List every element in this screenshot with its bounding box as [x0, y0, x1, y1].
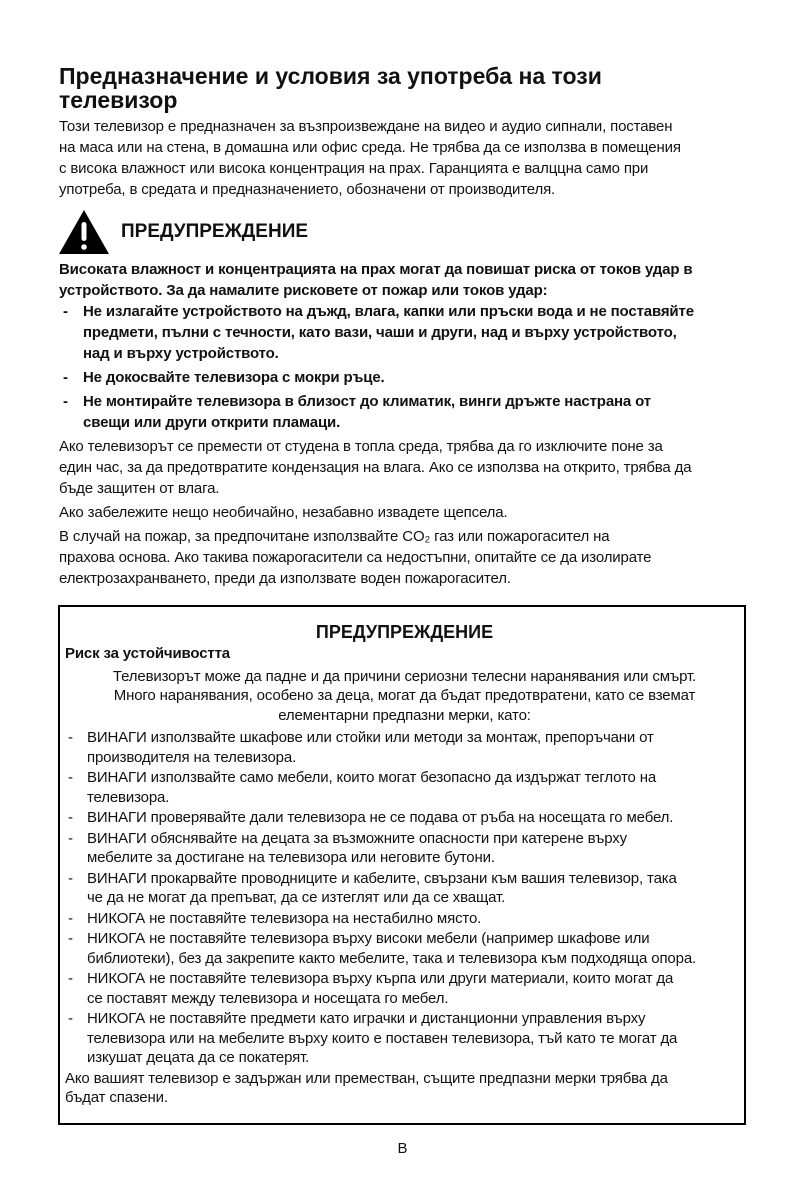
list-item-line: НИКОГА не поставяйте телевизора върху високи мебели (например шкафове или	[87, 930, 650, 947]
list-item-line: производителя на телевизора.	[87, 748, 297, 766]
page-content	[59, 64, 759, 592]
paragraph-line: В случай на пожар, за предпочитане използвайте CO₂ газ или пожарогасител на	[59, 528, 610, 545]
list-item-line: ВИНАГИ обяснявайте на децата за възможните опасности при катерене върху	[87, 829, 627, 847]
warning-intro-line: Високата влажност и концентрацията на прах могат да повишат риска от токов удар в	[59, 261, 693, 278]
warning-bullet-list	[59, 301, 759, 433]
warning-intro	[59, 259, 759, 301]
list-item-line: ВИНАГИ проверявайте дали телевизора не се подава от ръба на носещата го мебел.	[87, 809, 674, 826]
intro-line: на маса или на стена, в домашна или офис среда. Не трябва да се използва в помещения	[59, 139, 681, 156]
list-item-line: Не докосвайте телевизора с мокри ръце.	[83, 369, 385, 386]
page-title-line: Предназначение и условия за употреба на този	[59, 63, 602, 89]
bullet-dash: -	[68, 1010, 73, 1027]
bullet-dash: -	[63, 303, 68, 320]
bullet-dash: -	[68, 909, 73, 927]
box-bullet-list	[65, 728, 744, 1068]
page-title-line: телевизор	[59, 87, 178, 113]
list-item-line: телевизора.	[87, 788, 170, 806]
list-item	[65, 768, 744, 807]
list-item-line: ВИНАГИ използвайте само мебели, които могат безопасно да издържат теглото на	[87, 769, 657, 786]
box-intro-line: елементарни предпазни мерки, като:	[278, 706, 531, 724]
intro-paragraph	[59, 116, 759, 200]
paragraph-line: един час, за да предотвратите кондензация на влага. Ако се използва на открито, трябва да	[59, 459, 692, 476]
paragraph-line: електрозахранването, преди да използвате воден пожарогасител.	[59, 570, 511, 587]
list-item-line: Не излагайте устройството на дъжд, влага, капки или пръски вода и не поставяйте	[83, 303, 694, 320]
box-intro-line: Телевизорът може да падне и да причини сериозни телесни наранявания или смърт.	[112, 667, 697, 685]
box-outro	[65, 1069, 744, 1108]
box-subtitle: Риск за устойчивостта	[65, 645, 230, 662]
list-item-line: че да не могат да препъват, да се изтеглят или да се хващат.	[87, 889, 506, 906]
bullet-dash: -	[68, 970, 73, 987]
list-item-line: мебелите за достигане на телевизора или неговите бутони.	[87, 849, 495, 866]
list-item	[65, 909, 744, 929]
list-item	[65, 969, 744, 1008]
body-paragraphs	[59, 436, 759, 589]
paragraph-line: Ако телевизорът се премести от студена в топла среда, трябва да го изключите поне за	[59, 438, 663, 455]
bullet-dash: -	[63, 393, 68, 410]
warning-triangle-icon	[59, 210, 109, 254]
list-item-line: изкушат децата да се покатерят.	[87, 1049, 310, 1066]
list-item	[59, 367, 759, 388]
list-item-line: се поставят между телевизора и носещата го мебел.	[87, 989, 449, 1007]
box-title: ПРЕДУПРЕЖДЕНИЕ	[315, 622, 494, 642]
list-item-line: НИКОГА не поставяйте предмети като играчки и дистанционни управления върху	[87, 1010, 646, 1027]
bullet-dash: -	[68, 729, 73, 746]
list-item-line: Не монтирайте телевизора в близост до климатик, винги дръжте настрана от	[83, 393, 651, 410]
bullet-dash: -	[68, 869, 73, 887]
list-item-line: ВИНАГИ прокарвайте проводниците и кабелите, свързани към вашия телевизор, така	[87, 869, 677, 887]
warning-heading-label: ПРЕДУПРЕЖДЕНИЕ	[121, 221, 309, 242]
box-outro-line: бъдат спазени.	[65, 1089, 168, 1106]
list-item	[65, 1009, 744, 1068]
list-item-line: ВИНАГИ използвайте шкафове или стойки или методи за монтаж, препоръчани от	[87, 729, 654, 746]
bullet-dash: -	[68, 829, 73, 847]
list-item-line: над и върху устройството.	[83, 345, 279, 362]
page-number: В	[397, 1140, 408, 1157]
list-item	[65, 929, 744, 968]
list-item	[59, 301, 759, 364]
bullet-dash: -	[68, 809, 73, 826]
paragraph-line: Ако забележите нещо необичайно, незабавно извадете щепсела.	[59, 504, 508, 521]
warning-heading	[59, 210, 759, 254]
list-item	[65, 728, 744, 767]
list-item	[65, 808, 744, 828]
list-item-line: НИКОГА не поставяйте телевизора на нестабилно място.	[87, 909, 482, 927]
box-intro	[65, 667, 744, 726]
list-item-line: библиотеки), без да закрепите както мебелите, така и телевизора към подходяща опора.	[87, 949, 697, 967]
body-paragraph	[59, 436, 759, 499]
intro-line: употреба, в средата и предназначението, обозначени от производителя.	[59, 181, 556, 198]
intro-line: Този телевизор е предназначен за възпроизвеждане на видео и аудио сипнали, поставен	[59, 118, 673, 135]
stability-warning-box	[58, 605, 746, 1125]
list-item-line: телевизора или на мебелите върху които е поставен телевизора, тъй като те могат да	[87, 1029, 678, 1047]
intro-line: с висока влажност или висока концентрация на прах. Гаранцията е валццна само при	[59, 160, 649, 177]
paragraph-line: прахова основа. Ако такива пожарогасители са недостъпни, опитайте се да изолирате	[59, 549, 652, 566]
bullet-dash: -	[63, 369, 68, 386]
list-item	[65, 829, 744, 868]
list-item-line: предмети, пълни с течности, като вази, чаши и други, над и върху устройството,	[83, 324, 677, 341]
bullet-dash: -	[68, 769, 73, 786]
bullet-dash: -	[68, 930, 73, 947]
list-item	[59, 391, 759, 433]
warning-intro-line: устройството. За да намалите рисковете от пожар или токов удар:	[59, 282, 548, 299]
body-paragraph	[59, 526, 759, 589]
page-title	[59, 64, 759, 112]
box-intro-line: Много наранявания, особено за деца, могат да бъдат предотвратени, като се вземат	[113, 687, 696, 704]
body-paragraph	[59, 502, 759, 523]
paragraph-line: бъде защитен от влага.	[59, 480, 220, 497]
list-item-line: свещи или други открити пламаци.	[83, 414, 341, 431]
list-item	[65, 869, 744, 908]
list-item-line: НИКОГА не поставяйте телевизора върху кърпа или други материали, които могат да	[87, 970, 674, 987]
box-outro-line: Ако вашият телевизор е задържан или преместван, същите предпазни мерки трябва да	[65, 1069, 668, 1087]
